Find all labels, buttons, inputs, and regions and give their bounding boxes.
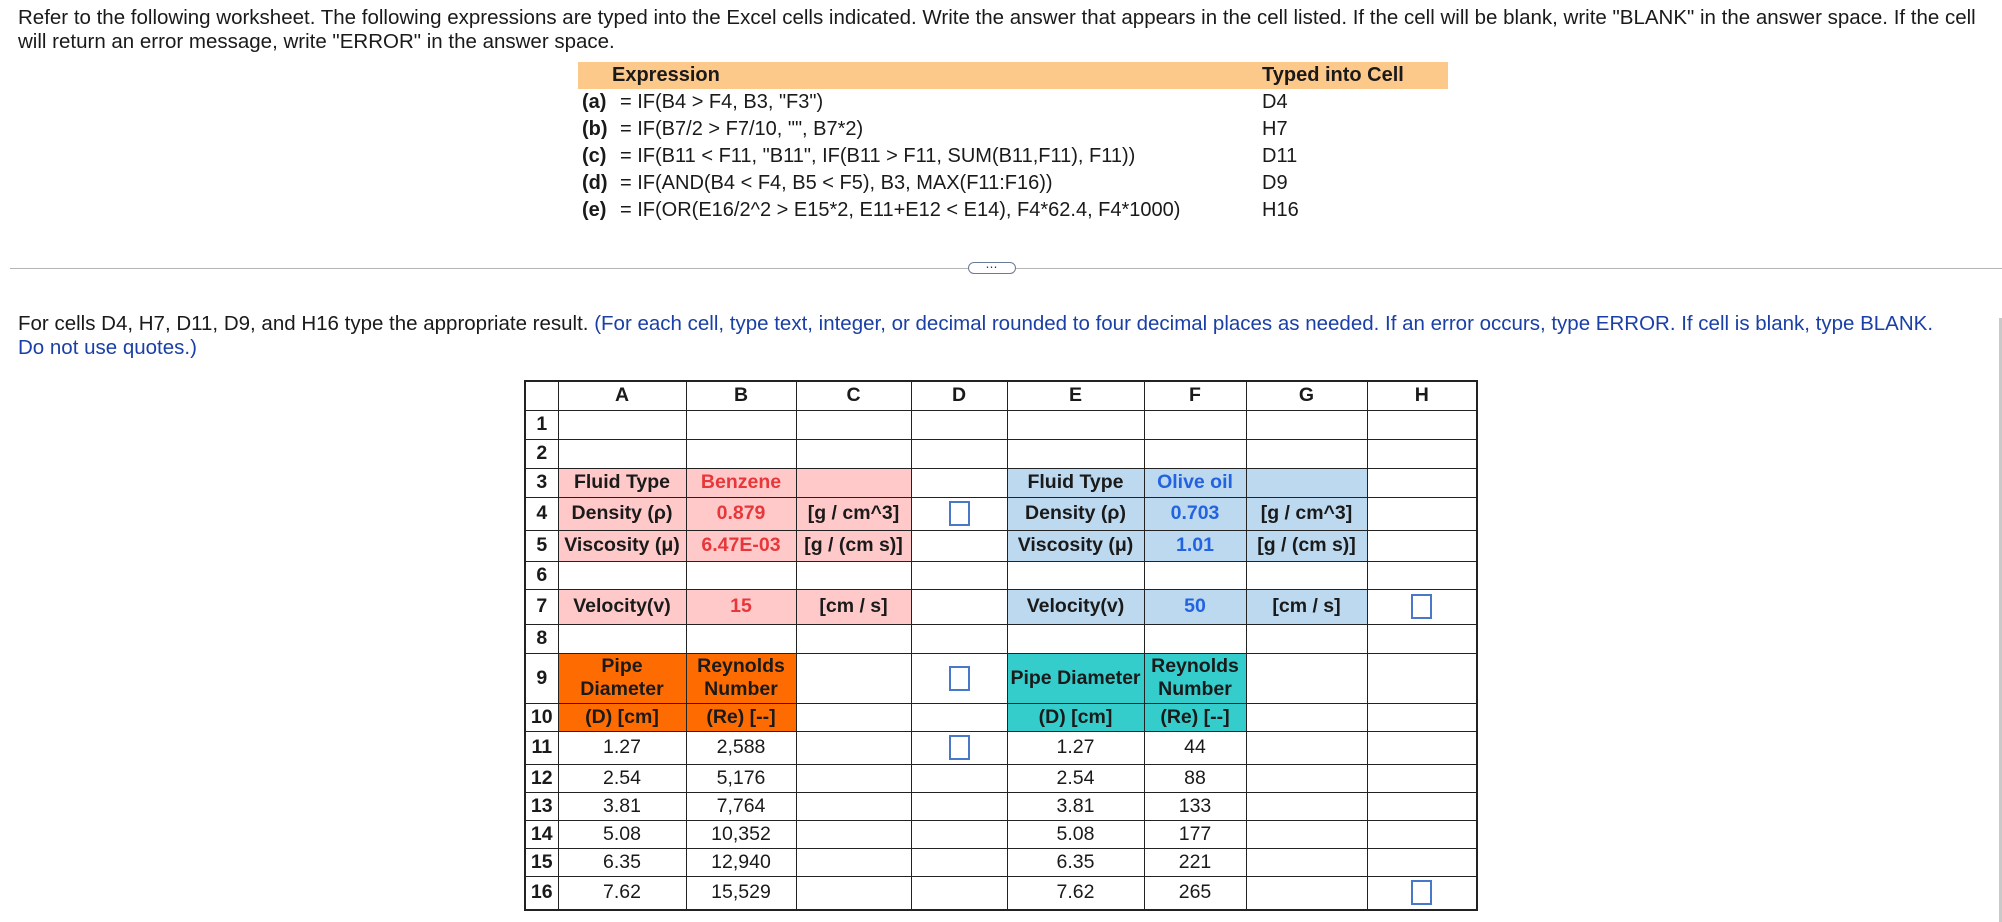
reynolds-unit-left: (Re) [--] [686,703,796,731]
corner-cell [525,381,558,410]
reynolds-value-left: 2,588 [686,731,796,764]
row-header: 5 [525,530,558,561]
expression-formula: = IF(AND(B4 < F4, B5 < F5), B3, MAX(F11:F16)) [620,172,1053,194]
expression-target-cell: D9 [1262,172,1288,194]
diameter-value-left: 1.27 [558,731,686,764]
sheet-row [525,410,1477,439]
row-header: 2 [525,439,558,468]
expression-table-header [578,62,1448,89]
column-header-d: D [911,381,1007,410]
reynolds-value-left: 7,764 [686,792,796,820]
column-header-h: H [1367,381,1477,410]
velocity-label-left: Velocity(v) [558,589,686,624]
diameter-value-right: 3.81 [1007,792,1144,820]
answer-input-h16[interactable] [1411,880,1432,905]
reynolds-value-right: 44 [1144,731,1246,764]
expand-more-button[interactable]: ⋯ [968,262,1016,274]
diameter-value-right: 1.27 [1007,731,1144,764]
sheet-row [525,468,1477,497]
expression-label: (c) [582,145,607,167]
diameter-value-left: 6.35 [558,848,686,876]
scrollbar[interactable] [1998,318,2002,922]
sheet-row [525,439,1477,468]
sheet-row [525,589,1477,624]
sheet-row [525,653,1477,703]
row-header: 1 [525,410,558,439]
row-header: 10 [525,703,558,731]
cell-h16 [1367,876,1477,910]
expression-table [578,62,1448,224]
sheet-row [525,876,1477,910]
cell-d11 [911,731,1007,764]
sheet-row [525,820,1477,848]
density-label-left: Density (ρ) [558,497,686,530]
column-header-c: C [796,381,911,410]
row-header: 16 [525,876,558,910]
diameter-value-right: 5.08 [1007,820,1144,848]
answer-input-d11[interactable] [949,735,970,760]
sheet-row [525,764,1477,792]
expression-header: Expression [578,62,1262,89]
fluid-type-value-right: Olive oil [1144,468,1246,497]
sheet-row [525,848,1477,876]
answer-input-h7[interactable] [1411,594,1432,619]
reynolds-header-right: Reynolds Number [1144,653,1246,703]
density-value-left: 0.879 [686,497,796,530]
cell-h7 [1367,589,1477,624]
cell-d4 [911,497,1007,530]
row-header: 11 [525,731,558,764]
reynolds-value-right: 265 [1144,876,1246,910]
fluid-type-label-left: Fluid Type [558,468,686,497]
expression-label: (e) [582,199,607,221]
cell-d9 [911,653,1007,703]
question-intro: Refer to the following worksheet. The following expressions are typed into the Excel cells indicated. Write the answer that appears in the cell listed. If the cell will be blank, write "BLANK" in the answer space. If the cell will return an error message, write "ERROR" in the answer space. [18,6,1976,53]
reynolds-value-right: 177 [1144,820,1246,848]
expression-label: (a) [582,91,607,113]
row-header: 13 [525,792,558,820]
diameter-value-right: 7.62 [1007,876,1144,910]
instruction-hint: (For each cell, type text, integer, or decimal rounded to four decimal places as needed. If an error occurs, type ERROR. If cell is blank, type BLANK. Do not use quotes.) [18,312,1934,359]
fluid-type-label-right: Fluid Type [1007,468,1144,497]
expression-target-cell: D11 [1262,145,1298,167]
worksheet-table [524,380,1478,911]
sheet-row [525,530,1477,561]
typed-into-cell-header: Typed into Cell [1262,62,1448,89]
column-header-a: A [558,381,686,410]
pipe-diameter-header-left: Pipe Diameter [558,653,686,703]
reynolds-value-right: 221 [1144,848,1246,876]
pipe-diameter-unit-left: (D) [cm] [558,703,686,731]
diameter-value-left: 3.81 [558,792,686,820]
row-header: 9 [525,653,558,703]
column-header-f: F [1144,381,1246,410]
sheet-row [525,792,1477,820]
row-header: 7 [525,589,558,624]
row-header: 14 [525,820,558,848]
velocity-unit-right: [cm / s] [1246,589,1367,624]
reynolds-value-right: 133 [1144,792,1246,820]
column-header-e: E [1007,381,1144,410]
expression-row [578,170,1448,197]
expression-target-cell: H7 [1262,118,1288,140]
instruction-main: For cells D4, H7, D11, D9, and H16 type the appropriate result. [18,312,589,335]
diameter-value-left: 7.62 [558,876,686,910]
viscosity-unit-left: [g / (cm s)] [796,530,911,561]
expression-target-cell: H16 [1262,199,1299,221]
expression-target-cell: D4 [1262,91,1288,113]
density-unit-right: [g / cm^3] [1246,497,1367,530]
answer-instruction [18,312,1948,360]
reynolds-value-left: 10,352 [686,820,796,848]
velocity-unit-left: [cm / s] [796,589,911,624]
viscosity-label-right: Viscosity (μ) [1007,530,1144,561]
pipe-diameter-header-right: Pipe Diameter [1007,653,1144,703]
density-unit-left: [g / cm^3] [796,497,911,530]
row-header: 15 [525,848,558,876]
expression-row [578,89,1448,116]
velocity-value-left: 15 [686,589,796,624]
sheet-row [525,731,1477,764]
row-header: 8 [525,624,558,653]
reynolds-header-left: Reynolds Number [686,653,796,703]
expression-formula: = IF(B4 > F4, B3, "F3") [620,91,824,113]
sheet-row [525,497,1477,530]
reynolds-value-left: 15,529 [686,876,796,910]
answer-input-d9[interactable] [949,666,970,691]
sheet-row [525,703,1477,731]
reynolds-unit-right: (Re) [--] [1144,703,1246,731]
row-header: 6 [525,561,558,589]
row-header: 4 [525,497,558,530]
expression-formula: = IF(B7/2 > F7/10, "", B7*2) [620,118,864,140]
viscosity-value-left: 6.47E-03 [686,530,796,561]
fluid-type-value-left: Benzene [686,468,796,497]
velocity-value-right: 50 [1144,589,1246,624]
reynolds-value-left: 5,176 [686,764,796,792]
column-header-row [525,381,1477,410]
sheet-row [525,624,1477,653]
viscosity-label-left: Viscosity (μ) [558,530,686,561]
viscosity-unit-right: [g / (cm s)] [1246,530,1367,561]
expression-row [578,116,1448,143]
density-value-right: 0.703 [1144,497,1246,530]
row-header: 12 [525,764,558,792]
expression-row [578,197,1448,224]
viscosity-value-right: 1.01 [1144,530,1246,561]
diameter-value-left: 5.08 [558,820,686,848]
expression-row [578,143,1448,170]
expression-label: (b) [582,118,608,140]
reynolds-value-right: 88 [1144,764,1246,792]
velocity-label-right: Velocity(v) [1007,589,1144,624]
diameter-value-right: 2.54 [1007,764,1144,792]
pipe-diameter-unit-right: (D) [cm] [1007,703,1144,731]
row-header: 3 [525,468,558,497]
expression-formula: = IF(B11 < F11, "B11", IF(B11 > F11, SUM(B11,F11), F11)) [620,145,1136,167]
expression-formula: = IF(OR(E16/2^2 > E15*2, E11+E12 < E14), F4*62.4, F4*1000) [620,199,1181,221]
column-header-g: G [1246,381,1367,410]
reynolds-value-left: 12,940 [686,848,796,876]
diameter-value-left: 2.54 [558,764,686,792]
sheet-row [525,561,1477,589]
expression-label: (d) [582,172,608,194]
column-header-b: B [686,381,796,410]
density-label-right: Density (ρ) [1007,497,1144,530]
answer-input-d4[interactable] [949,501,970,526]
diameter-value-right: 6.35 [1007,848,1144,876]
